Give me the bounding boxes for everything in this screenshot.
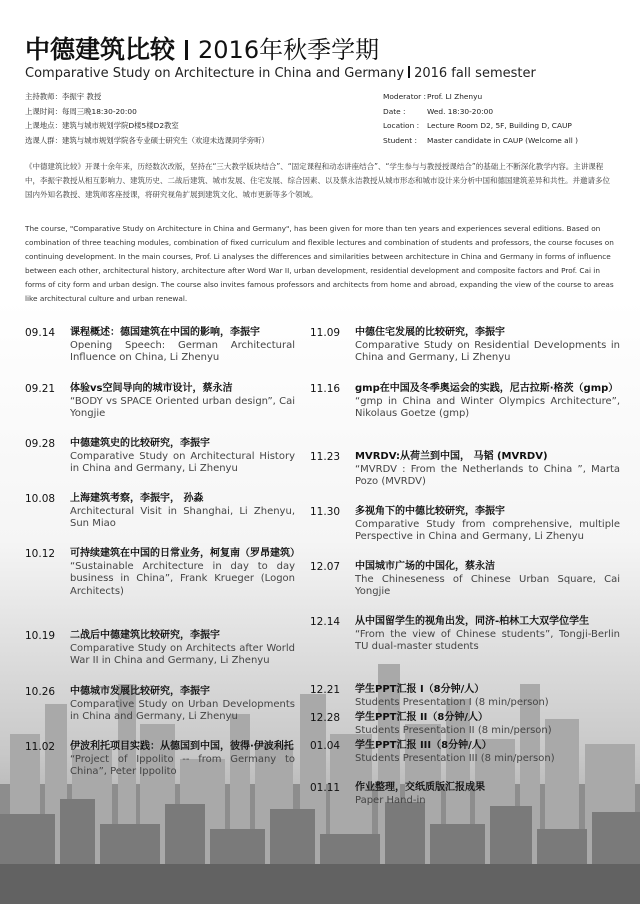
course-info-cn — [25, 90, 365, 148]
entry-date: 11.23 — [310, 451, 341, 463]
entry-title-en: Comparative Study on Architectural History in China and Germany, Li Zhenyu — [70, 450, 295, 474]
entry-title-cn: 从中国留学生的视角出发，同济-柏林工大双学位学生 — [355, 616, 590, 627]
entry-title-en: “BODY vs SPACE Oriented urban design”, Cai Yongjie — [70, 395, 295, 419]
title-semester: 2016年秋季学期 — [198, 36, 380, 64]
entry-title-en: The Chineseness of Chinese Urban Square, Cai Yongjie — [355, 573, 620, 597]
entry-title-en: “MVRDV : From the Netherlands to China ”, Marta Pozo (MVRDV) — [355, 463, 620, 487]
info-line: 上课时间：每周三晚18:30-20:00 — [25, 106, 137, 116]
entry-date: 11.30 — [310, 506, 341, 518]
entry-title-en: “Sustainable Architecture in day to day business in China”, Frank Krueger (Logon Architects) — [70, 560, 295, 597]
entry-title-cn: 学生PPT汇报 II（8分钟/人） — [355, 712, 489, 723]
info-value: Wed. 18:30-20:00 — [427, 106, 494, 116]
subtitle-divider — [408, 66, 410, 78]
entry-title-cn: 伊波利托项目实践：从德国到中国，彼得·伊波利托 — [70, 741, 294, 752]
entry-date: 01.04 — [310, 740, 341, 752]
entry-date: 11.09 — [310, 327, 341, 339]
entry-title-en: “gmp in China and Winter Olympics Architecture”, Nikolaus Goetze (gmp) — [355, 395, 620, 419]
schedule-right — [310, 327, 625, 827]
subtitle-semester: 2016 fall semester — [414, 66, 536, 81]
info-key: Student : — [383, 135, 417, 145]
entry-title-en: Comparative Study on Architects after World War II in China and Germany, Li Zhenyu — [70, 642, 295, 666]
entry-title-cn: 可持续建筑在中国的日常业务，柯复南（罗昂建筑） — [70, 548, 300, 559]
header-subtitle — [25, 62, 536, 81]
entry-title-en: “From the view of Chinese students”, Tongji-Berlin TU dual-master students — [355, 628, 620, 652]
entry-title-cn: 二战后中德建筑比较研究，李振宇 — [70, 630, 220, 641]
schedule-left — [25, 327, 305, 807]
info-value: Lecture Room D2, 5F, Building D, CAUP — [427, 121, 572, 130]
entry-date: 11.16 — [310, 383, 341, 395]
entry-date: 12.28 — [310, 712, 341, 724]
entry-title-cn: 体验vs空间导向的城市设计，蔡永洁 — [70, 383, 233, 394]
description-cn: 《中德建筑比较》开课十余年来，历经数次改版，坚持在“三大教学版块结合”、“固定课程和动态讲座结合”、“学生参与与教授授课结合”的基础上不断深化教学内容。主讲课程中，李振宇教授从相互影响力、建筑历史、二战后建筑、城市发展、住宅发展、综合因素、以及蔡永洁教授从城市形态和城市设计来分析中国和德国建筑差异和共性。并邀请多位国内外知名教授、建筑师客座授课，将研究视角扩展到建筑文化、城市更新等多个领域。 — [25, 162, 610, 199]
info-value: Prof. LI Zhenyu — [427, 92, 483, 101]
entry-title-cn: 中德城市发展比较研究，李振宇 — [70, 686, 210, 697]
entry-title-en: Paper Hand-in — [355, 794, 426, 806]
entry-date: 10.26 — [25, 686, 56, 698]
entry-title-cn: 中德住宅发展的比较研究，李振宇 — [355, 327, 505, 338]
info-key: Date : — [383, 106, 406, 116]
entry-title-en: Architectural Visit in Shanghai, Li Zhenyu, Sun Miao — [70, 505, 295, 529]
info-value: Master candidate in CAUP (Welcome all ) — [427, 135, 579, 145]
entry-date: 12.07 — [310, 561, 341, 573]
entry-title-cn: 学生PPT汇报 I（8分钟/人） — [355, 684, 485, 695]
header-title — [25, 30, 379, 66]
subtitle-en: Comparative Study on Architecture in China and Germany — [25, 66, 405, 81]
entry-date: 01.11 — [310, 782, 341, 794]
entry-title-cn: 作业整理，交纸质版汇报成果 — [355, 782, 485, 793]
entry-date: 10.08 — [25, 493, 56, 505]
info-line — [383, 119, 633, 134]
entry-title-cn: MVRDV:从荷兰到中国， 马韬 (MVRDV) — [355, 451, 548, 462]
entry-date: 10.12 — [25, 548, 56, 560]
entry-title-cn: 中德建筑史的比较研究，李振宇 — [70, 438, 210, 449]
entry-title-en: Comparative Study from comprehensive, multiple Perspective in China and Germany, Li Zhenyu — [355, 518, 620, 542]
info-line — [383, 134, 633, 149]
course-info-en — [383, 90, 633, 148]
entry-date: 12.21 — [310, 684, 341, 696]
entry-title-en: Opening Speech: German Architectural Influence on China, Li Zhenyu — [70, 339, 295, 363]
info-line — [383, 90, 633, 105]
entry-date: 12.14 — [310, 616, 341, 628]
entry-title-cn: 多视角下的中德比较研究，李振宇 — [355, 506, 505, 517]
entry-title-cn: 课程概述：德国建筑在中国的影响，李振宇 — [70, 327, 260, 338]
info-line: 主持教师：李振宇 教授 — [25, 92, 102, 101]
entry-date: 09.21 — [25, 383, 56, 395]
entry-title-en: Comparative Study on Residential Developments in China and Germany, Li Zhenyu — [355, 339, 620, 363]
entry-title-en: Students Presentation I (8 min/person) — [355, 696, 549, 708]
info-key: Moderator : — [383, 92, 427, 101]
entry-date: 11.02 — [25, 741, 56, 753]
entry-title-cn: 中国城市广场的中国化，蔡永洁 — [355, 561, 495, 572]
entry-title-cn: gmp在中国及冬季奥运会的实践，尼古拉斯·格茨（gmp） — [355, 383, 619, 394]
entry-date: 10.19 — [25, 630, 56, 642]
info-line — [383, 105, 633, 120]
entry-title-cn: 上海建筑考察，李振宇， 孙淼 — [70, 493, 204, 504]
entry-title-en: Students Presentation II (8 min/person) — [355, 724, 552, 736]
title-divider — [185, 40, 188, 60]
entry-title-en: Comparative Study on Urban Developments in China and Germany, Li Zhenyu — [70, 698, 295, 722]
info-line: 上课地点：建筑与城市规划学院D楼5楼D2教室 — [25, 121, 179, 130]
entry-date: 09.14 — [25, 327, 56, 339]
entry-title-en: “Project of Ippolito -- from Germany to China”, Peter Ippolito — [70, 753, 295, 777]
description-en: The course, "Comparative Study on Architecture in China and Germany", has been given for more than ten years and experiences several editions. Based on combination of three teaching modules, combination of fixed curriculum and flexible lectures and combination of students and professors, the course focuses on continuing development. In the main courses, Prof. Li analyses the differences and similarities between architecture in China and Germany in forms of influence between each other, architectural history, architecture after Word War II, urban development, residential development and composite factors and Prof. Cai in forms of city form and urban design. The course also invites famous professors and architects from home and abroad, expanding the view of the course to areas like architectural culture and urban renewal. — [25, 224, 614, 303]
entry-title-en: Students Presentation III (8 min/person) — [355, 752, 555, 764]
entry-title-cn: 学生PPT汇报 III（8分钟/人） — [355, 740, 492, 751]
entry-date: 09.28 — [25, 438, 56, 450]
info-key: Location : — [383, 121, 420, 130]
title-cn: 中德建筑比较 — [25, 35, 176, 64]
info-line: 选课人群：建筑与城市规划学院各专业硕士研究生（欢迎未选课同学旁听） — [25, 135, 269, 145]
